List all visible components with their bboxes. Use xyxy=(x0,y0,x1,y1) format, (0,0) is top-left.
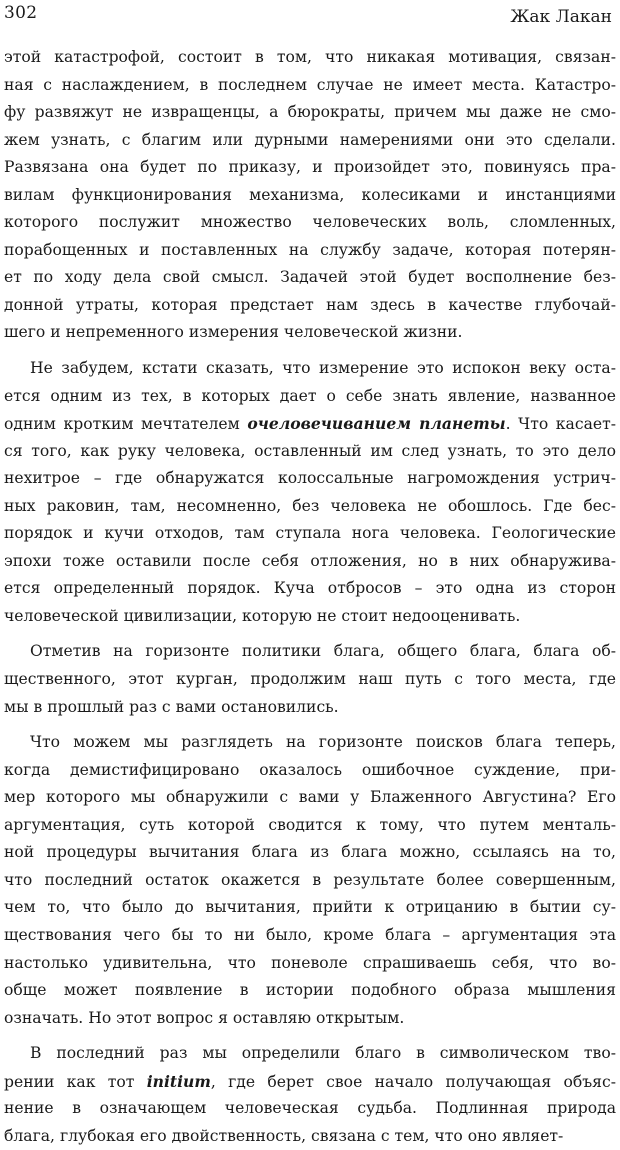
text-line: когда демистифицировано оказалось ошибочное суждение, при- xyxy=(4,760,616,779)
text-line: шего и непременного измерения человеческой жизни. xyxy=(4,323,463,342)
text-line: рении как тот initium, где берет свое начало получающая объяс- xyxy=(4,1071,616,1091)
text-line: настолько удивительна, что поневоле спрашиваешь себя, что во- xyxy=(4,953,616,972)
text-line: щественного, этот курган, продолжим наш путь с того места, где xyxy=(4,670,616,689)
text-line: ется определенный порядок. Куча отбросов – это одна из сторон xyxy=(4,579,616,598)
text-line: которого послужит множество человеческих воль, сломленных, xyxy=(4,213,616,232)
emphasized-term: очеловечиванием планеты xyxy=(247,414,506,434)
text-line: фу развяжут не извращенцы, а бюрократы, причем мы даже не смо- xyxy=(4,103,616,122)
text-line: мер которого мы обнаружили с вами у Блаженного Августина? Его xyxy=(4,788,616,807)
text-line: ется одним из тех, в которых дает о себе знать явление, названное xyxy=(4,386,616,405)
text-line: обще может появление в истории подобного образа мышления xyxy=(4,981,616,1000)
text-line: В последний раз мы определили благо в символическом тво- xyxy=(30,1044,616,1063)
paragraph-gap xyxy=(4,630,616,638)
text-line: эпохи тоже оставили после себя отложения, но в них обнаружива- xyxy=(4,551,616,570)
text-line: нение в означающем человеческая судьба. Подлинная природа xyxy=(4,1099,616,1118)
body-text xyxy=(4,44,616,1150)
text-line: ществования чего бы то ни было, кроме блага – аргументация эта xyxy=(4,925,616,944)
paragraph-gap xyxy=(4,347,616,355)
text-line: ных раковин, там, несомненно, без человека не обошлось. Где бес- xyxy=(4,496,616,515)
text-line: чем то, что было до вычитания, прийти к отрицанию в бытии су- xyxy=(4,898,616,917)
text-line: аргументация, суть которой сводится к тому, что путем менталь- xyxy=(4,815,616,834)
text-line: мы в прошлый раз с вами остановились. xyxy=(4,697,339,716)
text-line: человеческой цивилизации, которую не стоит недооценивать. xyxy=(4,606,521,625)
text-line: блага, глубокая его двойственность, связана с тем, что оно являет- xyxy=(4,1126,564,1145)
text-line: донной утраты, которая предстает нам здесь в качестве глубочай- xyxy=(4,295,616,314)
text-line: что последний остаток окажется в результате более совершенным, xyxy=(4,870,616,889)
text-line: Не забудем, кстати сказать, что измерение это испокон веку оста- xyxy=(30,359,616,378)
text-line: ет по ходу дела свой смысл. Задачей этой будет восполнение без- xyxy=(4,268,616,287)
text-line: означать. Но этот вопрос я оставляю открытым. xyxy=(4,1008,405,1027)
text-line: ся того, как руку человека, оставленный им след узнать, то это дело xyxy=(4,441,616,460)
text-line: этой катастрофой, состоит в том, что никакая мотивация, связан- xyxy=(4,48,616,66)
text-line: одним кротким мечтателем очеловечиванием планеты. Что касает- xyxy=(4,414,616,434)
text-line: нехитрое – где обнаружатся колоссальные нагромождения устрич- xyxy=(4,469,616,488)
text-line: Развязана она будет по приказу, и произойдет это, повинуясь пра- xyxy=(4,158,616,177)
text-line: Отметив на горизонте политики блага, общего блага, блага об- xyxy=(30,642,616,661)
text-line: ной процедуры вычитания блага из блага можно, ссылаясь на то, xyxy=(4,843,616,862)
text-line: вилам функционирования механизма, колесиками и инстанциями xyxy=(4,185,616,204)
emphasized-term: initium xyxy=(146,1071,211,1091)
page-header xyxy=(0,0,620,34)
text-line: жем узнать, с благим или дурными намерениями они это сделали. xyxy=(4,130,616,149)
text-line: ная с наслаждением, в последнем случае не имеет места. Катастро- xyxy=(4,75,616,94)
text-line: порабощенных и поставленных на службу задаче, которая потерян- xyxy=(4,240,616,259)
page-number: 302 xyxy=(4,3,38,23)
paragraph-gap xyxy=(4,721,616,729)
paragraph-gap xyxy=(4,1032,616,1040)
running-head: Жак Лакан xyxy=(510,7,612,27)
text-line: Что можем мы разглядеть на горизонте поисков блага теперь, xyxy=(30,733,616,752)
text-line: порядок и кучи отходов, там ступала нога человека. Геологические xyxy=(4,524,616,543)
